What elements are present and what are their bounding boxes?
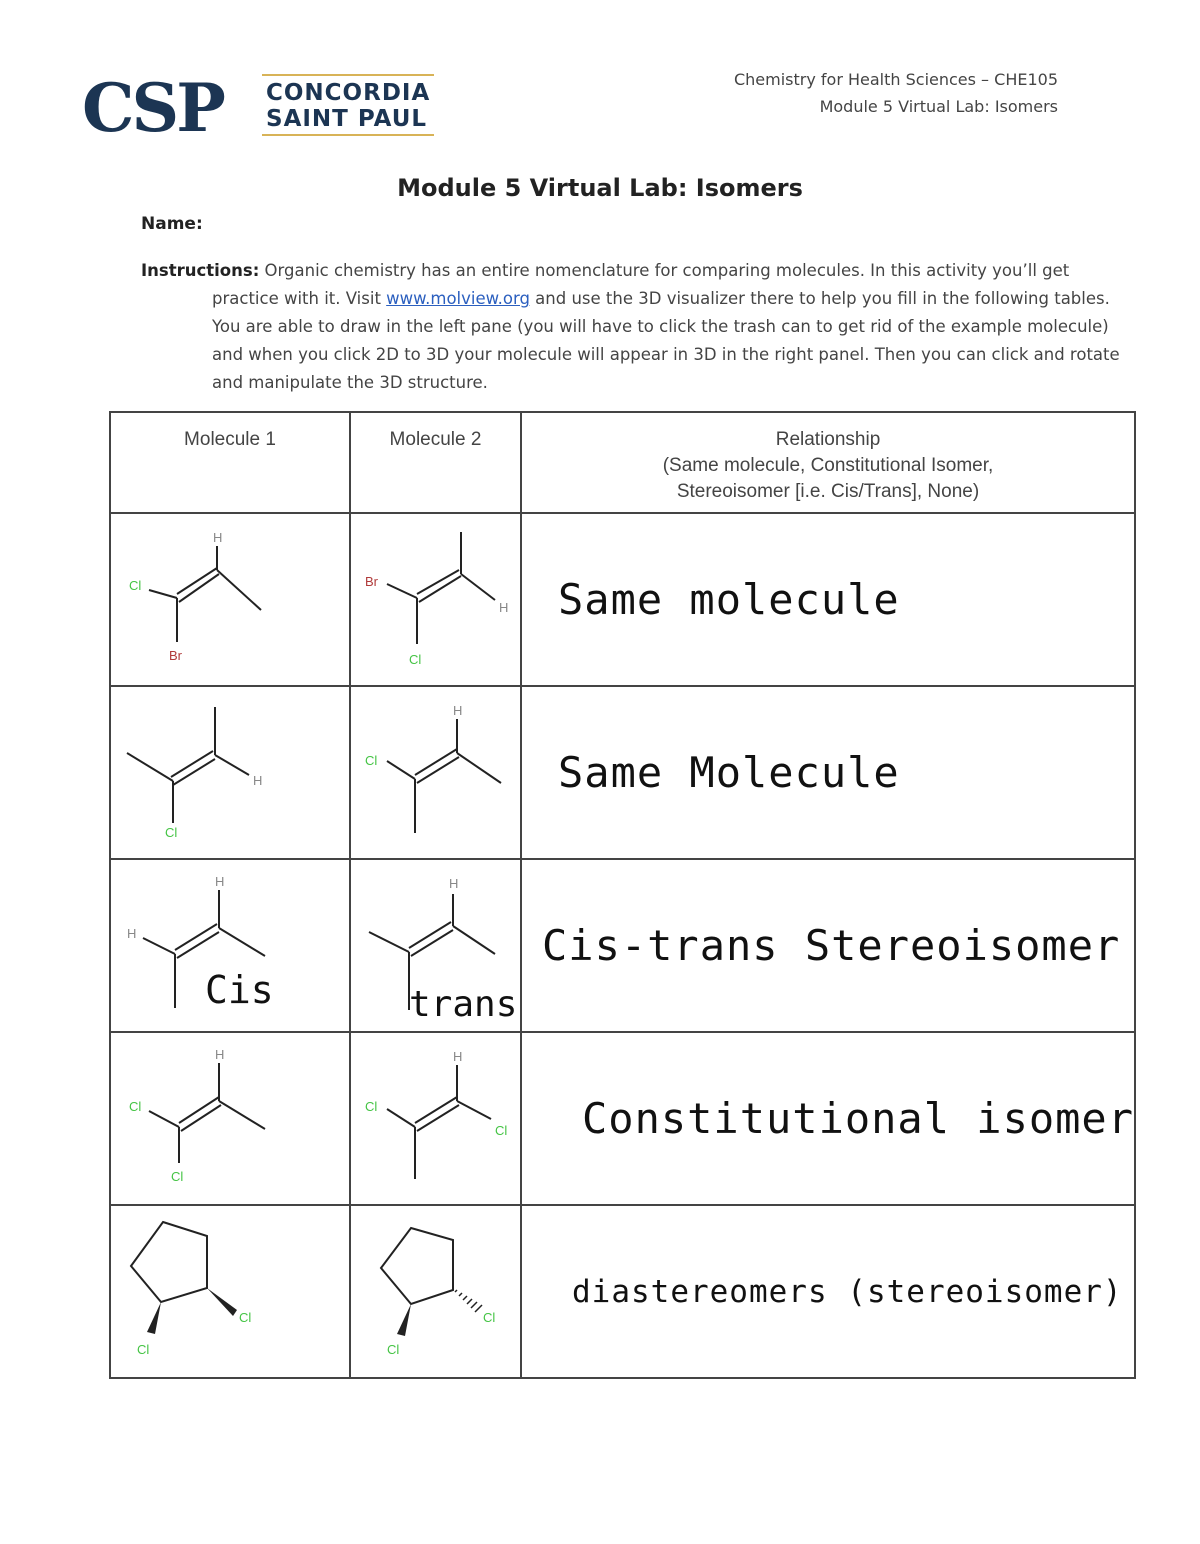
header-molecule-2: Molecule 2 — [350, 412, 521, 513]
molecule-structure — [351, 514, 520, 685]
answer-text: diastereomers (stereoisomer) — [572, 1273, 1123, 1310]
row2-molecule-2 — [350, 686, 521, 859]
svg-text:H: H — [449, 876, 459, 891]
row3-molecule-2 — [350, 859, 521, 1032]
svg-text:Cl: Cl — [129, 578, 142, 593]
instructions — [141, 257, 1132, 397]
logo-line-1: CONCORDIA — [266, 80, 431, 106]
svg-text:H: H — [127, 926, 137, 941]
svg-text:H: H — [499, 600, 509, 615]
row4-molecule-1 — [110, 1032, 350, 1205]
instructions-label: Instructions: — [141, 261, 260, 280]
row2-molecule-1 — [110, 686, 350, 859]
module-title: Module 5 Virtual Lab: Isomers — [819, 97, 1058, 116]
answer-text: Same Molecule — [558, 748, 900, 797]
svg-text:Cl: Cl — [365, 1099, 378, 1114]
header-relationship: Relationship (Same molecule, Constitutional Isomer, Stereoisomer [i.e. Cis/Trans], None) — [521, 412, 1135, 513]
logo-wordmark — [262, 74, 434, 136]
row5-molecule-1 — [110, 1205, 350, 1378]
table-row — [110, 859, 1135, 1032]
molecule-structure — [111, 687, 349, 858]
table-row — [110, 1032, 1135, 1205]
row4-relationship[interactable] — [521, 1032, 1135, 1205]
svg-text:H: H — [215, 874, 225, 889]
logo-mark: CSP — [82, 69, 223, 147]
svg-text:Br: Br — [365, 574, 378, 589]
molecule-structure — [111, 1033, 349, 1204]
name-label: Name: — [141, 214, 203, 234]
row3-molecule-1 — [110, 859, 350, 1032]
svg-text:H: H — [453, 1049, 463, 1064]
svg-text:Cl: Cl — [387, 1342, 400, 1357]
svg-text:H: H — [253, 773, 263, 788]
logo-line-2: SAINT PAUL — [266, 106, 428, 132]
row1-relationship[interactable] — [521, 513, 1135, 686]
answer-text: Constitutional isomer — [582, 1094, 1135, 1143]
table-row — [110, 686, 1135, 859]
svg-text:Cl: Cl — [495, 1123, 508, 1138]
course-title: Chemistry for Health Sciences – CHE105 — [733, 70, 1058, 89]
trans-annotation: trans — [409, 984, 518, 1025]
svg-text:Cl: Cl — [483, 1310, 496, 1325]
molecule-structure — [351, 687, 520, 858]
instructions-text-2: and use the 3D visualizer there to help you fill in the following tables. You are able to draw in the left pane (you will have to click the trash can to get rid of the example molecule) and when you click 2D to 3D your molecule will appear in 3D in the right panel. Then you can click and rotate and manipulate the 3D structure. — [212, 289, 1120, 392]
svg-text:Cl: Cl — [137, 1342, 150, 1357]
table-header-row — [110, 412, 1135, 513]
svg-text:Br: Br — [169, 648, 182, 663]
table-row — [110, 513, 1135, 686]
svg-text:Cl: Cl — [409, 652, 422, 667]
row5-relationship[interactable] — [521, 1205, 1135, 1378]
cis-annotation: Cis — [205, 968, 274, 1012]
molecule-structure — [111, 514, 349, 685]
answer-text: Same molecule — [558, 575, 900, 624]
instructions-text-1: Organic chemistry has an entire nomenclature for comparing molecules. In this activity you’ll get practice with it. Visit — [212, 261, 1070, 308]
svg-text:Cl: Cl — [165, 825, 178, 840]
row2-relationship[interactable] — [521, 686, 1135, 859]
header-molecule-1: Molecule 1 — [110, 412, 350, 513]
svg-text:Cl: Cl — [239, 1310, 252, 1325]
row1-molecule-2 — [350, 513, 521, 686]
molecule-structure — [351, 1206, 520, 1377]
answer-text: Cis-trans Stereoisomer — [542, 921, 1121, 970]
page-title: Module 5 Virtual Lab: Isomers — [397, 174, 803, 202]
svg-text:H: H — [215, 1047, 225, 1062]
row4-molecule-2 — [350, 1032, 521, 1205]
molecule-structure — [351, 1033, 520, 1204]
row1-molecule-1 — [110, 513, 350, 686]
isomer-table — [109, 411, 1136, 1379]
svg-text:Cl: Cl — [171, 1169, 184, 1184]
svg-text:H: H — [453, 703, 463, 718]
row3-relationship[interactable] — [521, 859, 1135, 1032]
svg-text:H: H — [213, 530, 223, 545]
svg-text:Cl: Cl — [365, 753, 378, 768]
svg-text:Cl: Cl — [129, 1099, 142, 1114]
row5-molecule-2 — [350, 1205, 521, 1378]
csp-logo — [82, 70, 442, 146]
molecule-structure — [111, 1206, 349, 1377]
table-row — [110, 1205, 1135, 1378]
page-header-right — [734, 66, 1058, 120]
molview-link[interactable]: www.molview.org — [386, 289, 530, 308]
